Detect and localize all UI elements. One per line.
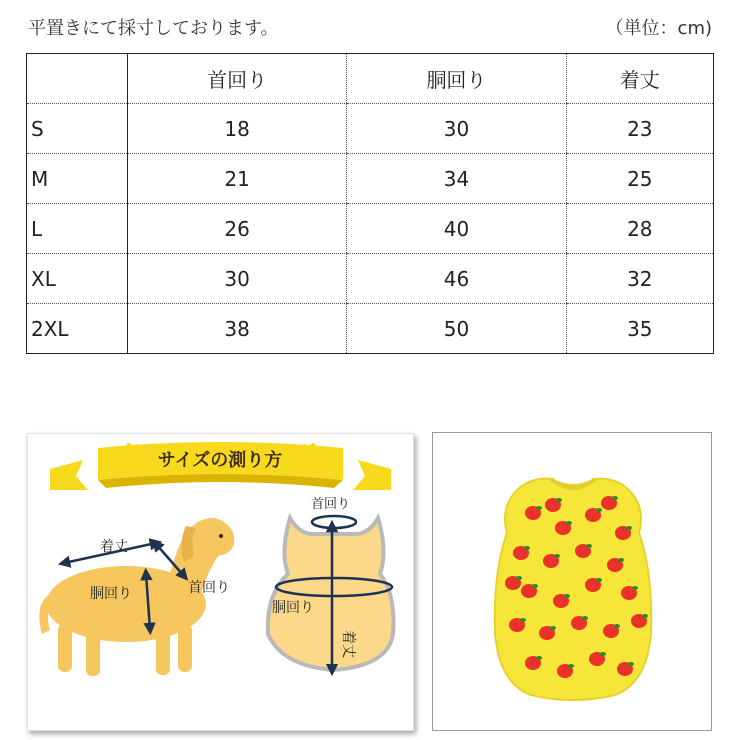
- chest-value: 40: [347, 204, 566, 254]
- table-row: [27, 154, 714, 204]
- product-photo: [432, 432, 712, 731]
- table-row: [27, 104, 714, 154]
- leaf-icon: [566, 521, 572, 525]
- size-label: L: [27, 204, 128, 254]
- dog-length-label: 着丈: [100, 539, 128, 555]
- measurement-guide-illustration: [28, 434, 413, 730]
- chest-value: 30: [347, 104, 566, 154]
- garment-neck-label: 首回り: [311, 497, 351, 512]
- table-row: [27, 254, 714, 304]
- chest-value: 50: [347, 304, 566, 354]
- header-neck: 首回り: [128, 54, 347, 104]
- measurement-note: 平置きにて採寸しております。: [28, 18, 279, 39]
- garment-length-label: 着丈: [340, 630, 356, 658]
- size-label: S: [27, 104, 128, 154]
- table-header-row: [27, 54, 714, 104]
- neck-value: 18: [128, 104, 347, 154]
- guide-title: サイズの測り方: [157, 450, 283, 471]
- leaf-icon: [628, 662, 634, 666]
- neck-value: 21: [128, 154, 347, 204]
- garment-chest-label: 胴回り: [272, 600, 314, 616]
- leaf-icon: [520, 618, 526, 622]
- dog-chest-label: 胴回り: [90, 586, 132, 602]
- leaf-icon: [582, 616, 588, 620]
- size-label: XL: [27, 254, 128, 304]
- leaf-icon: [586, 544, 592, 548]
- length-value: 32: [566, 254, 713, 304]
- leaf-icon: [626, 526, 632, 530]
- leaf-icon: [536, 656, 542, 660]
- table-row: [27, 304, 714, 354]
- unit-note: （単位：cm): [605, 18, 712, 39]
- chest-value: 34: [347, 154, 566, 204]
- length-value: 23: [566, 104, 713, 154]
- leaf-icon: [596, 508, 602, 512]
- leaf-icon: [568, 664, 574, 668]
- leaf-icon: [556, 498, 562, 502]
- leaf-icon: [516, 576, 522, 580]
- dog-illustration: [39, 518, 234, 676]
- length-value: 25: [566, 154, 713, 204]
- leaf-icon: [550, 626, 556, 630]
- neck-value: 26: [128, 204, 347, 254]
- leaf-icon: [612, 496, 618, 500]
- leaf-icon: [642, 614, 648, 618]
- table-row: [27, 204, 714, 254]
- measurement-guide: [27, 433, 414, 731]
- leaf-icon: [554, 554, 560, 558]
- leaf-icon: [596, 578, 602, 582]
- length-value: 28: [566, 204, 713, 254]
- length-value: 35: [566, 304, 713, 354]
- dog-neck-label: 首回り: [188, 580, 230, 596]
- leaf-icon: [632, 586, 638, 590]
- header-corner-cell: [27, 54, 128, 104]
- size-label: 2XL: [27, 304, 128, 354]
- header-chest: 胴回り: [347, 54, 566, 104]
- leaf-icon: [536, 506, 542, 510]
- leaf-icon: [524, 546, 530, 550]
- neck-value: 38: [128, 304, 347, 354]
- leaf-icon: [614, 624, 620, 628]
- size-label: M: [27, 154, 128, 204]
- size-table: [26, 53, 714, 354]
- header-length: 着丈: [566, 54, 713, 104]
- chest-value: 46: [347, 254, 566, 304]
- leaf-icon: [532, 584, 538, 588]
- leaf-icon: [600, 652, 606, 656]
- leaf-icon: [564, 594, 570, 598]
- strawberry-shirt-image: [433, 433, 711, 730]
- neck-value: 30: [128, 254, 347, 304]
- leaf-icon: [618, 558, 624, 562]
